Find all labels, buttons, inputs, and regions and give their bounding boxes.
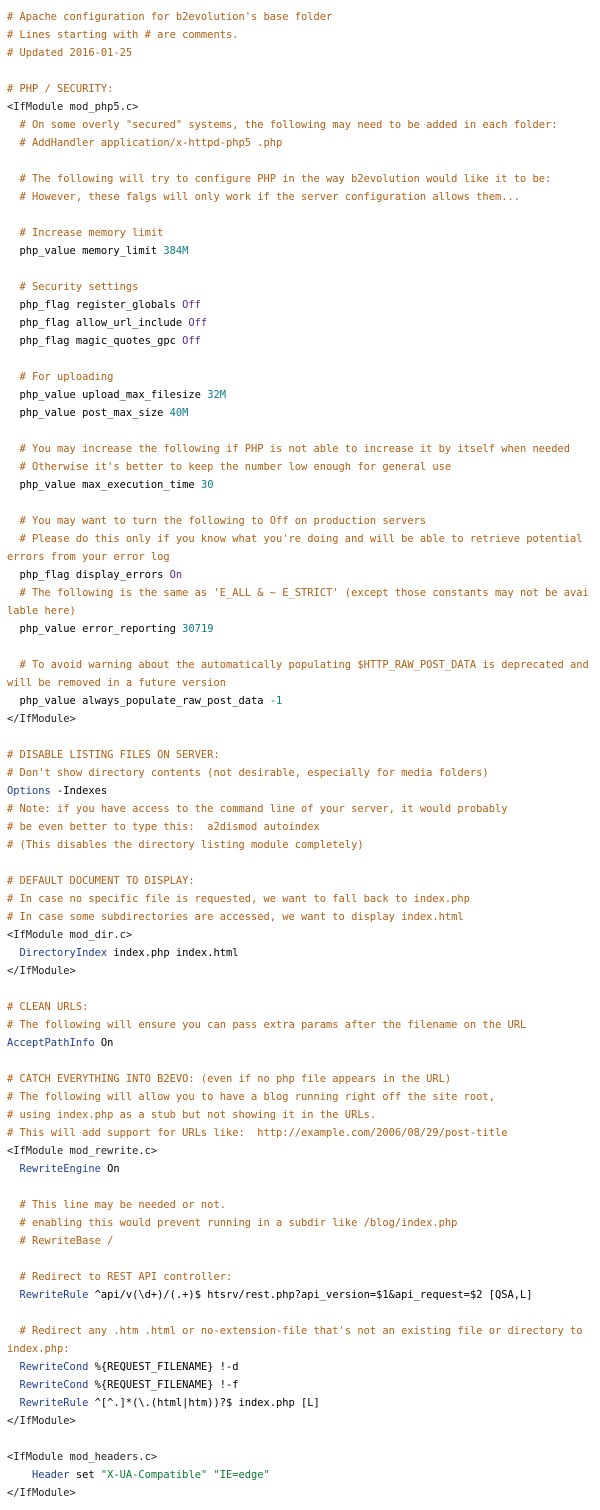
directive-arguments: ^[^.]*(\.(html|htm))?$ index.php [L] bbox=[88, 1397, 320, 1409]
blank-line bbox=[7, 728, 593, 746]
directive-keyword: Header bbox=[7, 1469, 70, 1481]
comment-line bbox=[7, 188, 593, 206]
directive-name: php_flag allow_url_include bbox=[7, 317, 189, 329]
config-line bbox=[7, 1448, 593, 1466]
directive-keyword: AcceptPathInfo bbox=[7, 1037, 95, 1049]
config-line bbox=[7, 1160, 593, 1178]
blank-line bbox=[7, 152, 593, 170]
comment-line bbox=[7, 8, 593, 26]
comment-line bbox=[7, 872, 593, 890]
directive-arguments: %{REQUEST_FILENAME} !-d bbox=[88, 1361, 239, 1373]
directive-value: 40M bbox=[169, 407, 189, 419]
comment-text: # Please do this only if you know what you're doing and will be able to retrieve potential errors from your error log bbox=[7, 533, 589, 563]
directive-arguments: index.php index.html bbox=[107, 947, 239, 959]
comment-line bbox=[7, 80, 593, 98]
comment-line bbox=[7, 1268, 593, 1286]
comment-text: # Redirect to REST API controller: bbox=[7, 1271, 233, 1283]
config-line bbox=[7, 476, 593, 494]
comment-text: # Don't show directory contents (not desirable, especially for media folders) bbox=[7, 767, 489, 779]
comment-text: # CLEAN URLS: bbox=[7, 1001, 89, 1013]
directive-value: Off bbox=[182, 299, 201, 311]
blank-line bbox=[7, 1304, 593, 1322]
comment-line bbox=[7, 26, 593, 44]
directive-arguments: %{REQUEST_FILENAME} !-f bbox=[88, 1379, 239, 1391]
directive-arguments: set bbox=[69, 1469, 101, 1481]
comment-line bbox=[7, 224, 593, 242]
config-line bbox=[7, 1034, 593, 1052]
comment-text: # The following will try to configure PHP in the way b2evolution would like it to be: bbox=[7, 173, 552, 185]
comment-line bbox=[7, 1232, 593, 1250]
directive-arguments: On bbox=[100, 1163, 120, 1175]
comment-line bbox=[7, 1088, 593, 1106]
config-line bbox=[7, 944, 593, 962]
directive-value: On bbox=[169, 569, 183, 581]
module-tag: <IfModule mod_dir.c> bbox=[7, 929, 133, 941]
blank-line bbox=[7, 494, 593, 512]
config-line bbox=[7, 1286, 593, 1304]
directive-name: php_flag magic_quotes_gpc bbox=[7, 335, 183, 347]
directive-arguments: On bbox=[94, 1037, 114, 1049]
comment-text: # be even better to type this: a2dismod autoindex bbox=[7, 821, 320, 833]
directive-keyword: RewriteEngine bbox=[7, 1163, 101, 1175]
blank-line bbox=[7, 62, 593, 80]
config-line bbox=[7, 710, 593, 728]
comment-line bbox=[7, 1322, 593, 1358]
config-line bbox=[7, 242, 593, 260]
blank-line bbox=[7, 854, 593, 872]
comment-line bbox=[7, 170, 593, 188]
directive-arguments: -Indexes bbox=[50, 785, 108, 797]
comment-line bbox=[7, 512, 593, 530]
comment-text: # Increase memory limit bbox=[7, 227, 164, 239]
module-tag: </IfModule> bbox=[7, 1415, 76, 1427]
comment-line bbox=[7, 1070, 593, 1088]
comment-text: # Security settings bbox=[7, 281, 139, 293]
comment-line bbox=[7, 998, 593, 1016]
config-line bbox=[7, 620, 593, 638]
directive-keyword: RewriteRule bbox=[7, 1397, 89, 1409]
comment-line bbox=[7, 44, 593, 62]
blank-line bbox=[7, 1430, 593, 1448]
comment-line bbox=[7, 1106, 593, 1124]
comment-line bbox=[7, 1016, 593, 1034]
comment-text: # using index.php as a stub but not showing it in the URLs. bbox=[7, 1109, 377, 1121]
directive-name: php_flag display_errors bbox=[7, 569, 170, 581]
header-string: "X-UA-Compatible" "IE=edge" bbox=[100, 1469, 270, 1481]
config-line bbox=[7, 1412, 593, 1430]
blank-line bbox=[7, 1052, 593, 1070]
comment-text: # Lines starting with # are comments. bbox=[7, 29, 239, 41]
directive-value: 32M bbox=[207, 389, 226, 401]
config-line bbox=[7, 692, 593, 710]
comment-line bbox=[7, 1124, 593, 1142]
config-line bbox=[7, 962, 593, 980]
comment-line bbox=[7, 1196, 593, 1214]
blank-line bbox=[7, 350, 593, 368]
directive-value: Off bbox=[182, 335, 201, 347]
comment-text: # Updated 2016-01-25 bbox=[7, 47, 133, 59]
directive-keyword: DirectoryIndex bbox=[7, 947, 108, 959]
comment-text: # The following is the same as 'E_ALL & ~ E_STRICT' (except those constants may not be available here) bbox=[7, 587, 589, 617]
directive-name: php_value memory_limit bbox=[7, 245, 164, 257]
blank-line bbox=[7, 260, 593, 278]
config-line bbox=[7, 98, 593, 116]
comment-text: # DEFAULT DOCUMENT TO DISPLAY: bbox=[7, 875, 195, 887]
config-line bbox=[7, 404, 593, 422]
blank-line bbox=[7, 1178, 593, 1196]
directive-keyword: RewriteRule bbox=[7, 1289, 89, 1301]
directive-name: php_value error_reporting bbox=[7, 623, 183, 635]
comment-line bbox=[7, 368, 593, 386]
comment-line bbox=[7, 458, 593, 476]
directive-name: php_value always_populate_raw_post_data bbox=[7, 695, 270, 707]
blank-line bbox=[7, 1250, 593, 1268]
directive-name: php_value post_max_size bbox=[7, 407, 170, 419]
comment-text: # On some overly "secured" systems, the following may need to be added in each folder: bbox=[7, 119, 558, 131]
module-tag: </IfModule> bbox=[7, 965, 76, 977]
directive-name: php_value max_execution_time bbox=[7, 479, 201, 491]
comment-text: # This will add support for URLs like: http://example.com/2006/08/29/post-title bbox=[7, 1127, 508, 1139]
directive-name: php_flag register_globals bbox=[7, 299, 183, 311]
module-tag: <IfModule mod_rewrite.c> bbox=[7, 1145, 158, 1157]
comment-text: # AddHandler application/x-httpd-php5 .php bbox=[7, 137, 283, 149]
comment-line bbox=[7, 440, 593, 458]
config-line bbox=[7, 1484, 593, 1502]
config-line bbox=[7, 926, 593, 944]
comment-text: # PHP / SECURITY: bbox=[7, 83, 114, 95]
directive-value: 30719 bbox=[182, 623, 214, 635]
comment-text: # enabling this would prevent running in a subdir like /blog/index.php bbox=[7, 1217, 458, 1229]
comment-text: # The following will allow you to have a blog running right off the site root, bbox=[7, 1091, 495, 1103]
comment-text: # DISABLE LISTING FILES ON SERVER: bbox=[7, 749, 220, 761]
config-line bbox=[7, 314, 593, 332]
comment-text: # Note: if you have access to the command line of your server, it would probably bbox=[7, 803, 508, 815]
comment-text: # (This disables the directory listing module completely) bbox=[7, 839, 364, 851]
comment-text: # RewriteBase / bbox=[7, 1235, 114, 1247]
comment-line bbox=[7, 746, 593, 764]
config-line bbox=[7, 296, 593, 314]
comment-text: # You may want to turn the following to Off on production servers bbox=[7, 515, 427, 527]
comment-text: # Redirect any .htm .html or no-extension-file that's not an existing file or directory to index.php: bbox=[7, 1325, 589, 1355]
blank-line bbox=[7, 206, 593, 224]
comment-text: # CATCH EVERYTHING INTO B2EVO: (even if no php file appears in the URL) bbox=[7, 1073, 452, 1085]
config-line bbox=[7, 1394, 593, 1412]
module-tag: </IfModule> bbox=[7, 713, 76, 725]
directive-keyword: RewriteCond bbox=[7, 1361, 89, 1373]
directive-arguments: ^api/v(\d+)/(.+)$ htsrv/rest.php?api_version=$1&api_request=$2 [QSA,L] bbox=[88, 1289, 533, 1301]
comment-line bbox=[7, 134, 593, 152]
blank-line bbox=[7, 638, 593, 656]
config-line bbox=[7, 1376, 593, 1394]
comment-line bbox=[7, 908, 593, 926]
module-tag: </IfModule> bbox=[7, 1487, 76, 1499]
config-line bbox=[7, 386, 593, 404]
comment-text: # Otherwise it's better to keep the number low enough for general use bbox=[7, 461, 452, 473]
comment-line bbox=[7, 890, 593, 908]
config-line bbox=[7, 332, 593, 350]
config-line bbox=[7, 1142, 593, 1160]
config-line bbox=[7, 1358, 593, 1376]
module-tag: <IfModule mod_headers.c> bbox=[7, 1451, 158, 1463]
comment-line bbox=[7, 530, 593, 566]
directive-keyword: RewriteCond bbox=[7, 1379, 89, 1391]
comment-line bbox=[7, 836, 593, 854]
config-line bbox=[7, 566, 593, 584]
directive-value: Off bbox=[188, 317, 208, 329]
comment-text: # Apache configuration for b2evolution's base folder bbox=[7, 11, 333, 23]
comment-text: # You may increase the following if PHP is not able to increase it by itself when needed bbox=[7, 443, 571, 455]
config-line bbox=[7, 1466, 593, 1484]
comment-text: # The following will ensure you can pass extra params after the filename on the URL bbox=[7, 1019, 527, 1031]
module-tag: <IfModule mod_php5.c> bbox=[7, 101, 139, 113]
comment-text: # In case no specific file is requested, we want to fall back to index.php bbox=[7, 893, 470, 905]
comment-text: # However, these falgs will only work if the server configuration allows them... bbox=[7, 191, 520, 203]
comment-line bbox=[7, 800, 593, 818]
directive-name: php_value upload_max_filesize bbox=[7, 389, 208, 401]
directive-keyword: Options bbox=[7, 785, 51, 797]
comment-line bbox=[7, 116, 593, 134]
config-line bbox=[7, 782, 593, 800]
comment-line bbox=[7, 1214, 593, 1232]
comment-line bbox=[7, 584, 593, 620]
directive-value: 384M bbox=[163, 245, 189, 257]
comment-line bbox=[7, 278, 593, 296]
blank-line bbox=[7, 980, 593, 998]
comment-line bbox=[7, 764, 593, 782]
comment-text: # In case some subdirectories are accessed, we want to display index.html bbox=[7, 911, 464, 923]
directive-value: -1 bbox=[269, 695, 283, 707]
directive-value: 30 bbox=[200, 479, 214, 491]
comment-line bbox=[7, 818, 593, 836]
comment-text: # This line may be needed or not. bbox=[7, 1199, 226, 1211]
comment-text: # To avoid warning about the automatically populating $HTTP_RAW_POST_DATA is deprecated and will be removed in a future version bbox=[7, 659, 596, 689]
blank-line bbox=[7, 422, 593, 440]
comment-text: # For uploading bbox=[7, 371, 114, 383]
comment-line bbox=[7, 656, 596, 692]
